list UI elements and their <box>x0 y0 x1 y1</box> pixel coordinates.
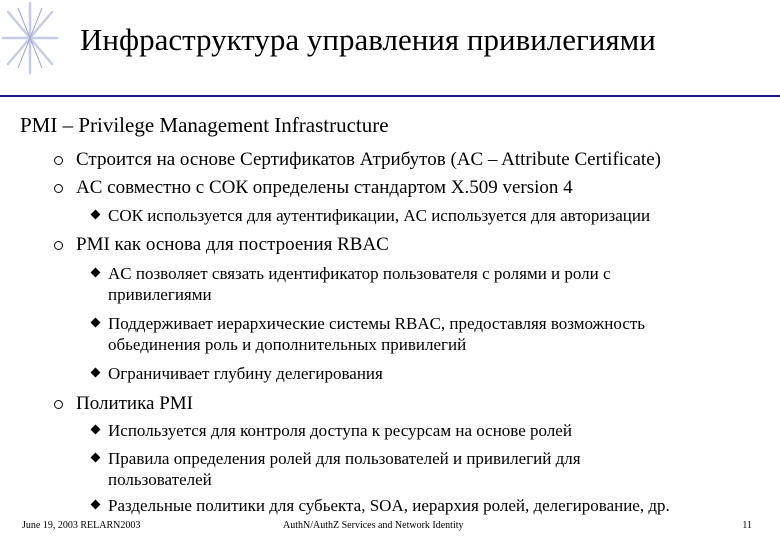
hollow-circle-bullet-icon <box>54 400 63 409</box>
diamond-bullet-icon <box>91 268 101 278</box>
sub-bullet-text: Правила определения ролей для пользователей и привилегий для <box>108 449 581 468</box>
hollow-circle-bullet-icon <box>54 241 63 250</box>
slide-title: Инфраструктура управления привилегиями <box>80 22 656 57</box>
sub-bullet-text: пользователей <box>108 470 212 489</box>
diamond-bullet-icon <box>91 210 101 220</box>
sub-bullet-text: AC позволяет связать идентификатор пользователя с ролями и роли с <box>108 264 611 283</box>
sub-bullet-text: обьединения роль и дополнительных привилегий <box>108 335 467 354</box>
page-number: 11 <box>742 520 752 531</box>
diamond-bullet-icon <box>91 500 101 510</box>
diamond-bullet-icon <box>91 453 101 463</box>
diamond-bullet-icon <box>91 318 101 328</box>
footer-date: June 19, 2003 RELARN2003 <box>22 520 141 531</box>
sub-bullet-text: Ограничивает глубину делегирования <box>108 364 383 383</box>
bullet-text: Строится на основе Сертификатов Атрибутов (AC – Attribute Certificate) <box>76 149 661 170</box>
sub-bullet-text: Используется для контроля доступа к ресурсам на основе ролей <box>108 421 572 440</box>
sub-bullet-text: Поддерживает иерархические системы RBAC, предоставляя возможность <box>108 314 646 333</box>
footer-title: AuthN/AuthZ Services and Network Identity <box>283 520 464 531</box>
starburst-logo-icon <box>0 0 60 75</box>
title-divider <box>0 95 780 97</box>
intro-heading: PMI – Privilege Management Infrastructure <box>20 113 389 137</box>
diamond-bullet-icon <box>91 425 101 435</box>
bullet-text: AC совместно с СОК определены стандартом X.509 version 4 <box>76 177 573 198</box>
sub-bullet-text: СОК используется для аутентификации, AC используется для авторизации <box>108 206 651 225</box>
bullet-text: PMI как основа для построения RBAC <box>76 234 389 255</box>
diamond-bullet-icon <box>91 368 101 378</box>
sub-bullet-text: Раздельные политики для субьекта, SOA, иерархия ролей, делегирование, др. <box>108 496 670 515</box>
sub-bullet-text: привилегиями <box>108 285 212 304</box>
hollow-circle-bullet-icon <box>54 184 63 193</box>
hollow-circle-bullet-icon <box>54 156 63 165</box>
bullet-text: Политика PMI <box>76 393 194 414</box>
